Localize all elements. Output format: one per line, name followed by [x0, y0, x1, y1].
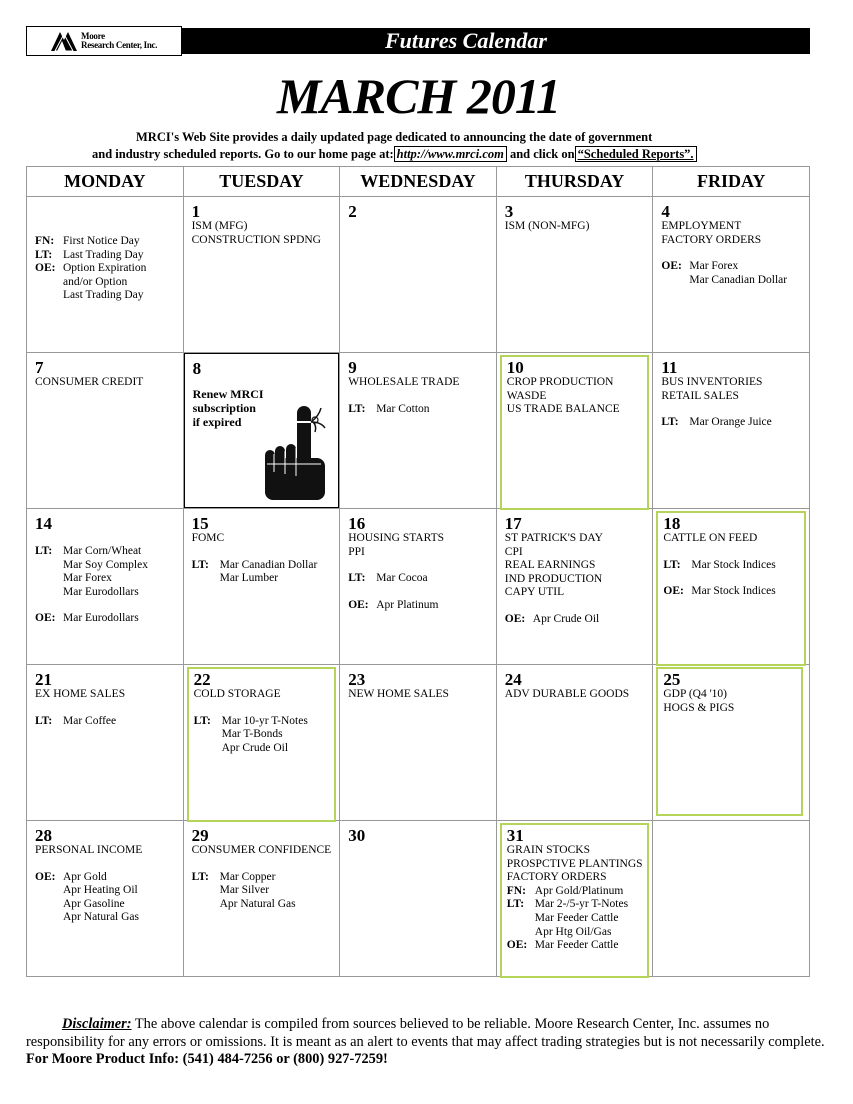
day-cell-9: [340, 353, 497, 509]
oe-block: OE: Mar Eurodollars: [35, 612, 139, 625]
day-cell-7: [27, 353, 184, 509]
oe-block: OE: Mar Forex Mar Canadian Dollar: [661, 260, 788, 286]
lt-block: LT: Mar Stock Indices: [663, 558, 776, 571]
event: GDP (Q4 '10): [663, 688, 727, 700]
event: CATTLE ON FEED: [663, 532, 758, 544]
day-number: 24: [504, 670, 522, 689]
event: PROSPCTIVE PLANTINGS: [506, 857, 643, 870]
day-number: 30: [348, 826, 366, 845]
day-cell-16: [340, 509, 497, 665]
week-row: [27, 353, 810, 509]
banner: [182, 28, 810, 54]
event: CONSUMER CREDIT: [35, 376, 144, 388]
lt-block: LT: Mar Coffee: [35, 714, 117, 727]
intro-line1: MRCI's Web Site provides a daily updated page dedicated to announcing the date of government: [136, 130, 653, 144]
lt-block: LT: Mar 10-yr T-Notes Mar T-Bonds Apr Crude Oil: [193, 714, 308, 754]
legend-item: and/or Option: [63, 275, 128, 288]
day-cell-25: [653, 665, 810, 821]
day-cell-1: [183, 197, 340, 353]
legend-item: FN: First Notice Day: [35, 235, 140, 247]
fn-block: FN: Apr Gold/Platinum: [506, 884, 624, 897]
day-number: 18: [663, 514, 681, 533]
event: ST PATRICK'S DAY: [504, 532, 603, 544]
legend-item: OE: Option Expiration: [35, 262, 147, 275]
event: RETAIL SALES: [661, 389, 739, 402]
day-number: 17: [504, 514, 522, 533]
day-number: 8: [192, 359, 202, 378]
logo-line2: Research Center, Inc.: [81, 40, 158, 50]
event: HOUSING STARTS: [348, 532, 445, 544]
day-cell-18: [653, 509, 810, 665]
event: EX HOME SALES: [35, 688, 126, 700]
event: EMPLOYMENT: [661, 220, 742, 232]
day-number: 9: [348, 358, 357, 377]
event: WHOLESALE TRADE: [348, 376, 460, 388]
calendar-grid: [26, 166, 810, 977]
event: US TRADE BALANCE: [506, 403, 620, 416]
day-cell-8: [183, 353, 340, 509]
week-row: [27, 665, 810, 821]
day-cell-22: [183, 665, 340, 821]
event: COLD STORAGE: [193, 688, 281, 700]
mrci-url-link[interactable]: http://www.mrci.com: [394, 146, 507, 162]
event: CPI: [504, 545, 523, 558]
weekday-header-row: [27, 167, 810, 197]
legend-item: Last Trading Day: [63, 289, 144, 302]
day-cell-15: [183, 509, 340, 665]
intro-line2: [92, 146, 697, 163]
lt-block: LT: Mar Cotton: [348, 402, 430, 415]
day-cell-3: [496, 197, 653, 353]
oe-block: OE: Mar Feeder Cattle: [506, 939, 619, 952]
event: WASDE: [506, 389, 547, 402]
weekday-wednesday: WEDNESDAY: [340, 167, 497, 197]
event: GRAIN STOCKS: [506, 844, 590, 856]
page-title: [0, 66, 853, 126]
week-row: [27, 197, 810, 353]
logo-line1: Moore: [81, 31, 105, 41]
day-number: 2: [348, 202, 357, 221]
disclaimer-body: The above calendar is compiled from sources believed to be reliable. Moore Research Center, Inc. assumes no responsibility for any errors or omissions. It is meant as an alert to events that may affect trading strategies but is not necessarily complete.: [26, 1016, 825, 1050]
day-number: 31: [506, 826, 524, 845]
day-cell-empty: [653, 821, 810, 977]
scheduled-reports-link[interactable]: “Scheduled Reports”.: [575, 146, 697, 162]
contact-info: For Moore Product Info: (541) 484-7256 or (800) 927-7259!: [26, 1051, 388, 1067]
day-number: 14: [35, 514, 52, 533]
legend-cell: [27, 197, 184, 353]
finger-string-icon: [261, 396, 329, 502]
event: FACTORY ORDERS: [661, 233, 762, 246]
day-number: 23: [348, 670, 366, 689]
week-row: [27, 821, 810, 977]
lt-block: LT: Mar 2-/5-yr T-Notes Mar Feeder Cattle Apr Htg Oil/Gas: [506, 898, 629, 938]
event: REAL EARNINGS: [504, 559, 596, 572]
disclaimer: [26, 1016, 826, 1069]
day-number: 28: [35, 826, 52, 845]
event: ISM (NON-MFG): [504, 220, 590, 232]
event: HOGS & PIGS: [663, 701, 735, 714]
banner-title: Futures Calendar: [385, 28, 547, 53]
event: FOMC: [191, 532, 225, 544]
weekday-tuesday: TUESDAY: [183, 167, 340, 197]
intro-line2-mid: and click on: [509, 147, 575, 161]
disclaimer-title: Disclaimer:: [62, 1016, 132, 1032]
event: CONSUMER CONFIDENCE: [191, 844, 332, 856]
week-row: [27, 509, 810, 665]
event: CAPY UTIL: [504, 586, 565, 599]
day-cell-31: [496, 821, 653, 977]
day-number: 21: [35, 670, 52, 689]
event: FACTORY ORDERS: [506, 871, 607, 884]
lt-block: LT: Mar Orange Juice: [661, 416, 772, 429]
weekday-friday: FRIDAY: [653, 167, 810, 197]
day-number: 7: [35, 358, 44, 377]
lt-block: LT: Mar Copper Mar Silver Apr Natural Gas: [191, 870, 296, 910]
oe-block: OE: Mar Stock Indices: [663, 585, 776, 598]
lt-block: LT: Mar Canadian Dollar Mar Lumber: [191, 558, 318, 585]
event: NEW HOME SALES: [348, 688, 449, 700]
event: CONSTRUCTION SPDNG: [191, 233, 321, 246]
renew-note: Renew MRCI subscription if expired: [192, 387, 264, 429]
day-number: 3: [504, 202, 514, 221]
lt-block: LT: Mar Cocoa: [348, 572, 428, 585]
weekday-thursday: THURSDAY: [496, 167, 653, 197]
legend-item: LT: Last Trading Day: [35, 248, 144, 261]
day-cell-2: [340, 197, 497, 353]
event: PERSONAL INCOME: [35, 844, 143, 856]
day-cell-23: [340, 665, 497, 821]
day-cell-29: [183, 821, 340, 977]
oe-block: OE: Apr Crude Oil: [504, 612, 600, 625]
day-cell-17: [496, 509, 653, 665]
moore-logo-icon: [51, 30, 77, 52]
event: CROP PRODUCTION: [506, 376, 614, 388]
intro-line2-pre: and industry scheduled reports. Go to our home page at:: [92, 147, 394, 161]
lt-block: LT: Mar Corn/Wheat Mar Soy Complex Mar Forex Mar Eurodollars: [35, 545, 148, 598]
oe-block: OE: Apr Platinum: [348, 598, 439, 611]
event: ADV DURABLE GOODS: [504, 688, 630, 700]
day-number: 16: [348, 514, 366, 533]
day-cell-28: [27, 821, 184, 977]
day-number: 4: [661, 202, 670, 221]
event: ISM (MFG): [191, 220, 248, 232]
day-cell-14: [27, 509, 184, 665]
day-number: 22: [193, 670, 211, 689]
day-cell-10: [496, 353, 653, 509]
day-number: 15: [191, 514, 209, 533]
day-number: 25: [663, 670, 681, 689]
day-cell-21: [27, 665, 184, 821]
weekday-monday: MONDAY: [27, 167, 184, 197]
event: BUS INVENTORIES: [661, 376, 763, 388]
day-cell-24: [496, 665, 653, 821]
event: IND PRODUCTION: [504, 572, 603, 585]
day-number: 10: [506, 358, 524, 377]
moore-logo: [26, 26, 182, 56]
page-title-text: MARCH 2011: [276, 68, 561, 124]
day-number: 11: [661, 358, 678, 377]
day-number: 29: [191, 826, 209, 845]
day-cell-4: [653, 197, 810, 353]
day-cell-11: [653, 353, 810, 509]
event: PPI: [348, 545, 365, 558]
oe-block: OE: Apr Gold Apr Heating Oil Apr Gasoline Apr Natural Gas: [35, 870, 140, 924]
day-number: 1: [191, 202, 201, 221]
day-cell-30: [340, 821, 497, 977]
